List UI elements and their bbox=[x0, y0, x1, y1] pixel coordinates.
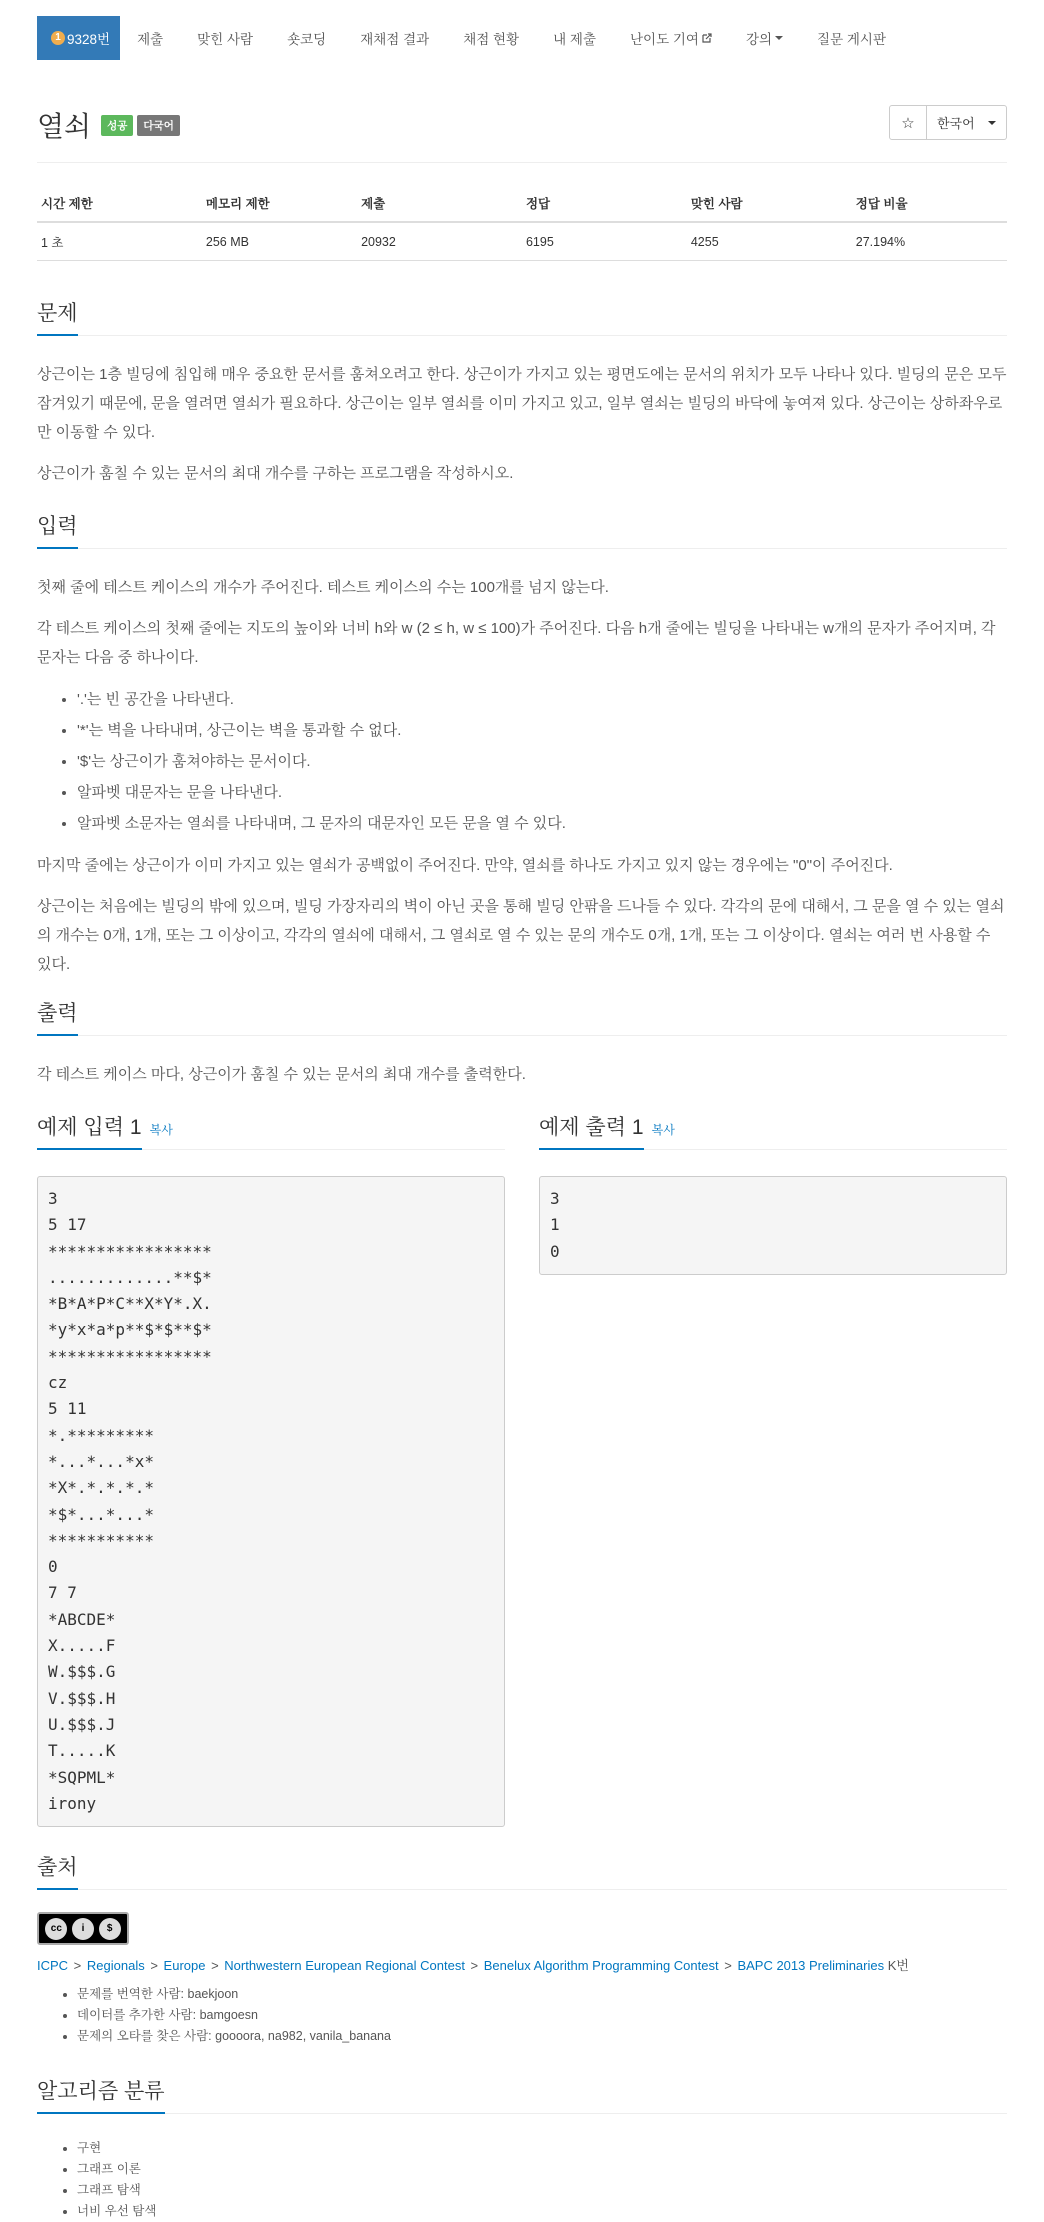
table-header: 맞힌 사람 bbox=[687, 188, 852, 222]
input-section-header bbox=[37, 510, 1007, 549]
examples bbox=[37, 1111, 1007, 1827]
attribution-icon: i bbox=[72, 1918, 94, 1940]
section-title: 예제 출력 1 bbox=[539, 1111, 644, 1141]
source-link[interactable]: Northwestern European Regional Contest bbox=[224, 1958, 465, 1974]
nav-short-coding[interactable]: 숏코딩 bbox=[287, 31, 327, 47]
noncommercial-icon: $ bbox=[99, 1918, 121, 1940]
paragraph: 상근이는 1층 빌딩에 침입해 매우 중요한 문서를 훔쳐오려고 한다. 상근이가 가지고 있는 평면도에는 문서의 위치가 모두 나타나 있다. 빌딩의 문은 모두 잠겨있기 때문에, 문을 열려면 열쇠가 필요하다. 상근이는 일부 열쇠를 이미 가지고 있고, 일부 열쇠는 빌딩의 바닥에 놓여져 있다. 상근이는 상하좌우로만 이동할 수 있다. bbox=[37, 366, 1007, 441]
list-item: • 데이터를 추가한 사람: bamgoesn bbox=[77, 2005, 1007, 2026]
problem-section-header bbox=[37, 297, 1007, 336]
list-item: • '.'는 빈 공간을 나타낸다. bbox=[77, 684, 1007, 715]
favorite-button[interactable] bbox=[889, 105, 927, 140]
example-output-header bbox=[539, 1111, 1007, 1150]
table-cell: 4255 bbox=[687, 222, 852, 261]
sample-input: 3 5 17 ***************** .............**$* *B*A*P*C**X*Y*.X. *y*x*a*p**$*$**$* ***************** cz 5 11 *.********* *...*...*x* *X*.*.*.*.* *$*...*...* *********** 0 7 7 *ABCDE* X.....F W.$$$.G V.$$$.H U.$$$.J T.....K *SQPML* irony bbox=[37, 1176, 505, 1827]
language-select[interactable]: 한국어 bbox=[927, 105, 1007, 140]
input-description bbox=[37, 573, 1007, 979]
problem-description bbox=[37, 360, 1007, 488]
algorithm-tag[interactable]: • 그래프 탐색 bbox=[77, 2180, 1007, 2201]
nav-my-submissions[interactable]: 내 제출 bbox=[553, 31, 596, 47]
section-title: 예제 입력 1 bbox=[37, 1111, 142, 1141]
algorithm-list bbox=[77, 2138, 1007, 2222]
source-link[interactable]: Benelux Algorithm Programming Contest bbox=[483, 1958, 719, 1974]
chevron-down-icon bbox=[775, 36, 783, 40]
source-link[interactable]: Regionals bbox=[86, 1958, 145, 1974]
problem-nav bbox=[37, 10, 1007, 65]
table-cell: 1 초 bbox=[37, 222, 202, 261]
table-row bbox=[37, 222, 1007, 261]
paragraph: 각 테스트 케이스 마다, 상근이가 훔칠 수 있는 문서의 최대 개수를 출력한다. bbox=[37, 1066, 526, 1083]
nav-difficulty-contribution[interactable]: 난이도 기여 bbox=[613, 16, 729, 60]
cc-license-badge[interactable] bbox=[37, 1912, 129, 1945]
contributors-list bbox=[77, 1984, 1007, 2047]
nav-solved-users[interactable]: 맞힌 사람 bbox=[197, 31, 254, 47]
nav-status[interactable]: 채점 현황 bbox=[463, 31, 520, 47]
status-badge-multilingual: 다국어 bbox=[137, 115, 179, 136]
problem-title-row bbox=[37, 105, 1007, 145]
output-section-header bbox=[37, 997, 1007, 1036]
sample-output: 3 1 0 bbox=[539, 1176, 1007, 1275]
list-item: • 알파벳 대문자는 문을 나타낸다. bbox=[77, 777, 1007, 808]
nav-lectures[interactable]: 강의 bbox=[729, 16, 800, 60]
table-header: 제출 bbox=[357, 188, 522, 222]
divider bbox=[37, 162, 1007, 163]
example-input-column bbox=[37, 1111, 505, 1827]
example-output-column bbox=[539, 1111, 1007, 1827]
paragraph: 상근이는 처음에는 빌딩의 밖에 있으며, 빌딩 가장자리의 벽이 아닌 곳을 통해 빌딩 안팎을 드나들 수 있다. 각각의 문에 대해서, 그 문을 열 수 있는 열쇠의 개수는 0개, 1개, 또는 그 이상이고, 각각의 열쇠에 대해서, 그 열쇠로 열 수 있는 문의 개수도 0개, 1개, 또는 그 이상이다. 열쇠는 여러 번 사용할 수 있다. bbox=[37, 898, 1005, 973]
chevron-down-icon bbox=[988, 121, 996, 125]
algorithm-section-header bbox=[37, 2075, 1007, 2114]
list-item: • 알파벳 소문자는 열쇠를 나타내며, 그 문자의 대문자인 모든 문을 열 수 있다. bbox=[77, 808, 1007, 839]
source-section-header bbox=[37, 1851, 1007, 1890]
external-link-icon bbox=[702, 33, 712, 43]
section-title: 알고리즘 분류 bbox=[37, 2075, 165, 2105]
source-suffix: K번 bbox=[887, 1958, 909, 1974]
copy-input-link[interactable]: 복사 bbox=[149, 1123, 173, 1137]
problem-info-table bbox=[37, 188, 1007, 261]
algorithm-tag[interactable]: • 그래프 이론 bbox=[77, 2159, 1007, 2180]
nav-rejudge-result[interactable]: 재채점 결과 bbox=[360, 31, 430, 47]
source-breadcrumb: ICPC > Regionals > Europe > Northwestern European Regional Contest > Benelux Algorithm Programming Contest > BAPC 2013 Preliminaries K번 bbox=[37, 1958, 909, 1974]
table-cell: 6195 bbox=[522, 222, 687, 261]
paragraph: 상근이가 훔칠 수 있는 문서의 최대 개수를 구하는 프로그램을 작성하시오. bbox=[37, 465, 514, 482]
section-title: 출처 bbox=[37, 1851, 78, 1881]
paragraph: 마지막 줄에는 상근이가 이미 가지고 있는 열쇠가 공백없이 주어진다. 만약, 열쇠를 하나도 가지고 있지 않는 경우에는 "0"이 주어진다. bbox=[37, 857, 893, 874]
page-title: 열쇠 bbox=[37, 111, 92, 142]
source-link[interactable]: ICPC bbox=[37, 1958, 69, 1974]
paragraph: 각 테스트 케이스의 첫째 줄에는 지도의 높이와 너비 h와 w (2 ≤ h, w ≤ 100)가 주어진다. 다음 h개 줄에는 빌딩을 나타내는 w개의 문자가 주어지며, 각 문자는 다음 중 하나이다. bbox=[37, 620, 996, 666]
list-item: • '*'는 벽을 나타내며, 상근이는 벽을 통과할 수 없다. bbox=[77, 715, 1007, 746]
section-title: 입력 bbox=[37, 510, 78, 540]
table-cell: 20932 bbox=[357, 222, 522, 261]
list-item: • '$'는 상근이가 훔쳐야하는 문서이다. bbox=[77, 746, 1007, 777]
example-input-header bbox=[37, 1111, 505, 1150]
tier-badge: 1 bbox=[51, 31, 65, 45]
section-title: 출력 bbox=[37, 997, 78, 1027]
table-cell: 256 MB bbox=[202, 222, 357, 261]
cc-icon: cc bbox=[45, 1918, 67, 1940]
output-description bbox=[37, 1060, 1007, 1089]
copy-output-link[interactable]: 복사 bbox=[651, 1123, 675, 1137]
paragraph: 첫째 줄에 테스트 케이스의 개수가 주어진다. 테스트 케이스의 수는 100개를 넘지 않는다. bbox=[37, 579, 609, 596]
algorithm-tag[interactable]: • 구현 bbox=[77, 2138, 1007, 2159]
input-char-list bbox=[77, 684, 1007, 839]
source-link[interactable]: BAPC 2013 Preliminaries bbox=[737, 1958, 885, 1974]
table-header: 정답 비율 bbox=[852, 188, 1007, 222]
star-icon: ☆ bbox=[901, 114, 915, 132]
source-link[interactable]: Europe bbox=[163, 1958, 206, 1974]
list-item: • 문제를 번역한 사람: baekjoon bbox=[77, 1984, 1007, 2005]
table-header: 시간 제한 bbox=[37, 188, 202, 222]
algorithm-tag[interactable]: • 너비 우선 탐색 bbox=[77, 2201, 1007, 2222]
nav-problem-number[interactable]: 1 9328번 bbox=[37, 16, 120, 60]
table-header: 메모리 제한 bbox=[202, 188, 357, 222]
table-cell: 27.194% bbox=[852, 222, 1007, 261]
table-header: 정답 bbox=[522, 188, 687, 222]
status-badge-success: 성공 bbox=[101, 115, 133, 136]
section-title: 문제 bbox=[37, 297, 78, 327]
nav-qna-board[interactable]: 질문 게시판 bbox=[817, 31, 887, 47]
nav-submit[interactable]: 제출 bbox=[137, 31, 164, 47]
list-item: • 문제의 오타를 찾은 사람: goooora, na982, vanila_banana bbox=[77, 2026, 1007, 2047]
